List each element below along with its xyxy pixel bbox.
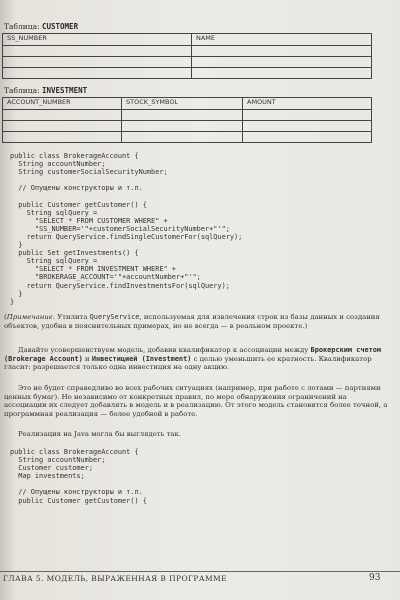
column-header: STOCK_SYMBOL xyxy=(122,98,243,110)
column-header: NAME xyxy=(192,34,372,46)
body-paragraph-2: Это не будет справедливо во всех рабочих ситуациях (например, при работе с лотами — партиями ценных бумаг). Но независимо от конкретных правил, по мере обнаружения ограничений на ассоциации их следует добавлять в модель и в реализацию. От этого модель становится более точной, а программная реализация — более удобной в работе. xyxy=(4,384,388,418)
page-number: 93 xyxy=(369,573,381,583)
customer-table xyxy=(2,33,372,79)
column-header: ACCOUNT_NUMBER xyxy=(3,98,122,110)
table-row xyxy=(3,68,372,79)
table-row xyxy=(3,57,372,68)
table-row xyxy=(3,121,372,132)
column-header: AMOUNT xyxy=(243,98,372,110)
investment-table-caption: Таблица: INVESTMENT xyxy=(4,86,88,95)
code-listing-2: public class BrokerageAccount { String accountNumber; Customer customer; Map investments; // Опущены конструкторы и т.п. public Customer getCustomer() { xyxy=(10,448,147,505)
investment-table xyxy=(2,97,372,143)
table-row xyxy=(3,132,372,143)
customer-table-caption: Таблица: CUSTOMER xyxy=(4,22,79,31)
running-footer: ГЛАВА 5. МОДЕЛЬ, ВЫРАЖЕННАЯ В ПРОГРАММЕ xyxy=(3,574,227,583)
column-header: SS_NUMBER xyxy=(3,34,192,46)
body-paragraph-3: Реализация на Java могла бы выглядеть так. xyxy=(18,430,181,438)
code-listing-1: public class BrokerageAccount { String accountNumber; String customerSocialSecurityNumber; // Опущены конструкторы и т.п. public Customer getCustomer() { String sqlQuery = "SELECT * FROM CUSTOMER WHERE" + "SS_NUMBER='"+customerSocialSecurityNumber+"'"; return QueryService.findSingleCustomerFor(sqlQuery); } public Set getInvestments() { String sqlQuery = "SELECT * FROM INVESTMENT WHERE" + "BROKERAGE_ACCOUNT='"+accountNumber+"'"; return QueryService.findInvestmentsFor(sqlQuery); } } xyxy=(10,152,243,306)
table-row xyxy=(3,110,372,121)
footer-divider xyxy=(0,571,400,572)
table-row xyxy=(3,46,372,57)
note-paragraph: (Примечание. Утилита QueryService, используемая для извлечения строк из базы данных и создания объектов, удобна в пояснительных примерах, но не всегда — в реальном проекте.) xyxy=(4,313,380,330)
body-paragraph-1: Давайте усовершенствуем модель, добавив квалификатор к ассоциации между Брокерским счетом (Brokerage Account) и Инвестицией (Investment) с целью уменьшить ее кратность. Квалификатор гласит: разрешается только одна инвестиция на одну акцию. xyxy=(4,346,382,372)
